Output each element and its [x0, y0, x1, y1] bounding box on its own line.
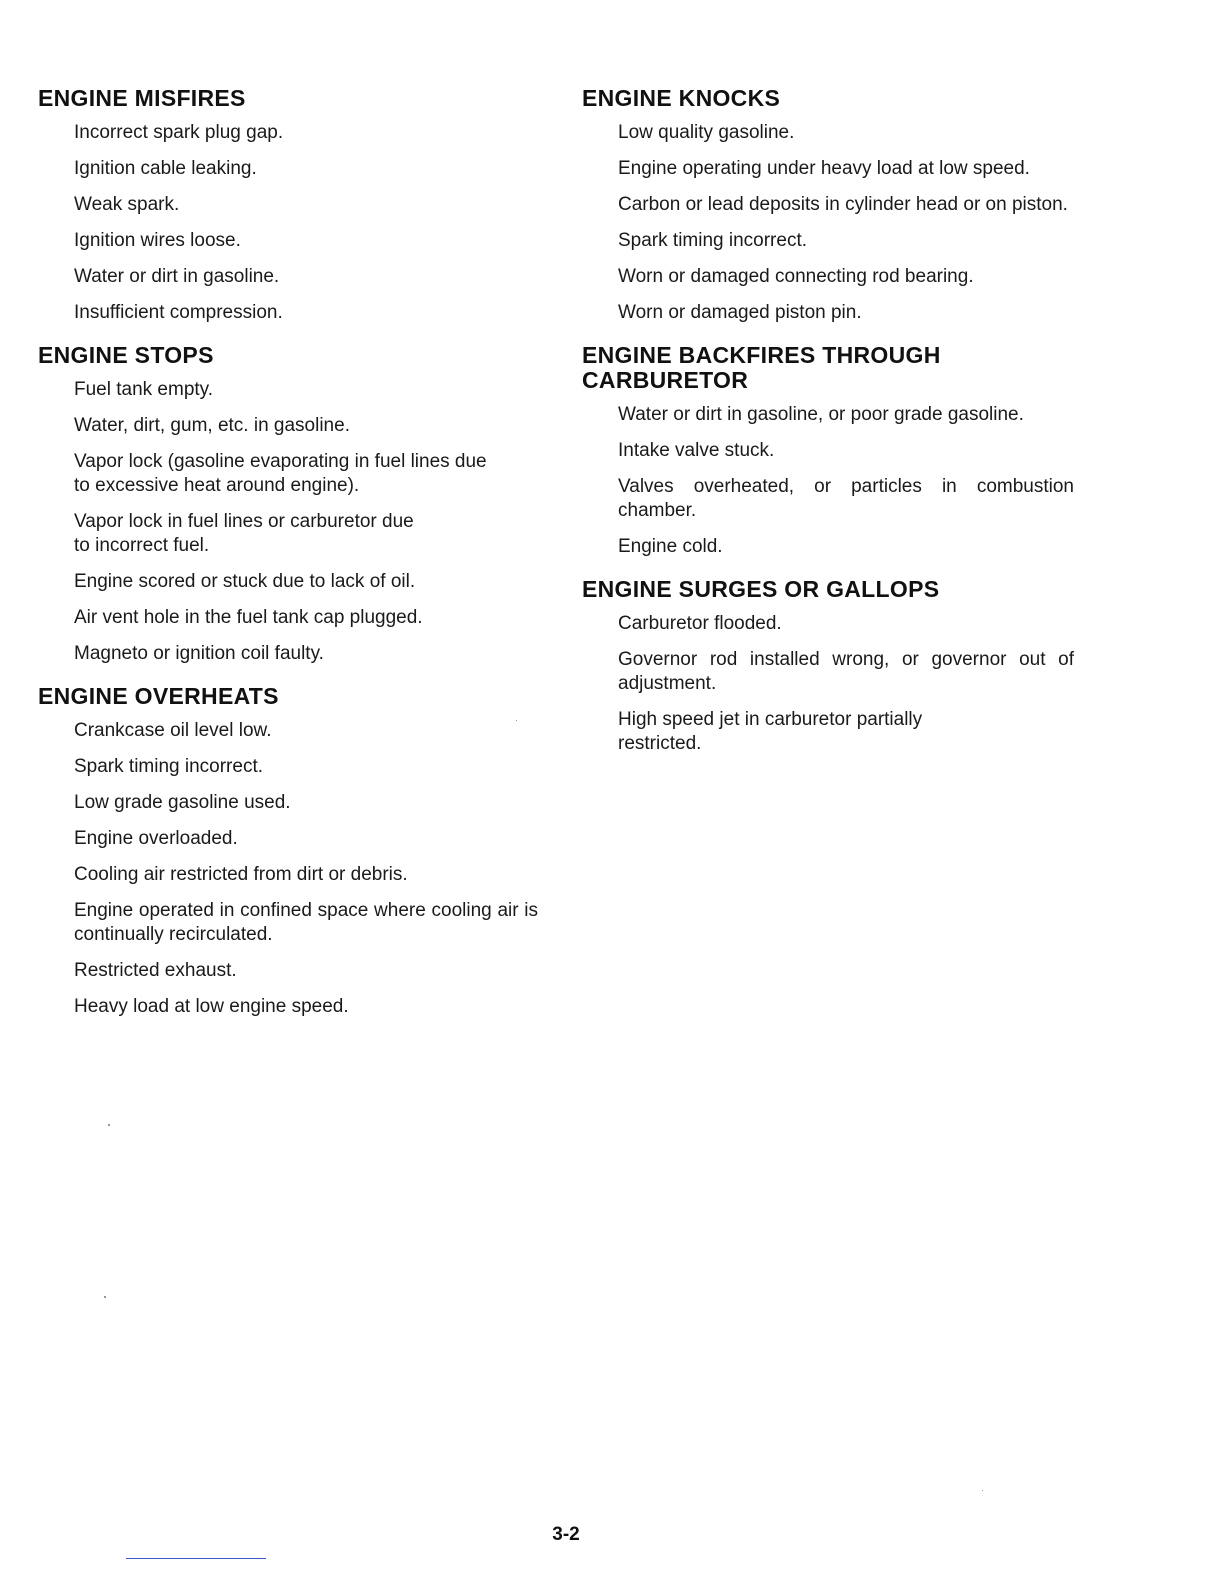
- section-engine-misfires: [38, 86, 538, 325]
- right-column: [582, 86, 1074, 774]
- cause-list: [582, 403, 1074, 559]
- section-heading: ENGINE KNOCKS: [582, 85, 781, 111]
- cause-item: Governor rod installed wrong, or governor out of adjustment.: [618, 649, 1074, 694]
- cause-item: Engine operated in confined space where cooling air is continually recirculated.: [74, 900, 538, 945]
- section-engine-knocks: [582, 86, 1074, 325]
- cause-item: Low grade gasoline used.: [74, 792, 291, 813]
- scan-speck: [516, 720, 517, 721]
- cause-item: Engine overloaded.: [74, 828, 238, 849]
- section-engine-surges: [582, 577, 1074, 756]
- cause-item: Magneto or ignition coil faulty.: [74, 643, 324, 664]
- cause-item: Ignition wires loose.: [74, 230, 241, 251]
- cause-item: Low quality gasoline.: [618, 122, 795, 143]
- section-heading: ENGINE MISFIRES: [38, 85, 246, 111]
- cause-item: Worn or damaged connecting rod bearing.: [618, 266, 974, 287]
- section-engine-overheats: [38, 684, 538, 1019]
- cause-item: Carburetor flooded.: [618, 613, 782, 634]
- cause-item: High speed jet in carburetor partially restricted.: [618, 709, 923, 754]
- cause-item: Water, dirt, gum, etc. in gasoline.: [74, 415, 350, 436]
- scan-speck: [982, 1490, 983, 1491]
- footer-rule: [126, 1558, 266, 1559]
- section-engine-stops: [38, 343, 538, 666]
- cause-item: Engine operating under heavy load at low speed.: [618, 158, 1030, 179]
- cause-item: Ignition cable leaking.: [74, 158, 257, 179]
- scan-speck: [104, 1296, 106, 1298]
- cause-item: Crankcase oil level low.: [74, 720, 272, 741]
- cause-item: Engine scored or stuck due to lack of oil.: [74, 571, 416, 592]
- cause-item: Water or dirt in gasoline, or poor grade gasoline.: [618, 404, 1024, 425]
- cause-item: Spark timing incorrect.: [618, 230, 808, 251]
- cause-item: Fuel tank empty.: [74, 379, 214, 400]
- cause-item: Heavy load at low engine speed.: [74, 996, 349, 1017]
- cause-item: Spark timing incorrect.: [74, 756, 264, 777]
- cause-item: Vapor lock (gasoline evaporating in fuel lines due to excessive heat around engine).: [74, 451, 487, 496]
- section-heading: ENGINE STOPS: [38, 342, 214, 368]
- cause-item: Water or dirt in gasoline.: [74, 266, 280, 287]
- cause-list: [38, 121, 538, 325]
- cause-item: Engine cold.: [618, 536, 723, 557]
- cause-list: [38, 719, 538, 1019]
- cause-item: Incorrect spark plug gap.: [74, 122, 284, 143]
- cause-item: Vapor lock in fuel lines or carburetor due to incorrect fuel.: [74, 511, 414, 556]
- section-heading: ENGINE BACKFIRES THROUGH CARBURETOR: [582, 342, 941, 393]
- cause-item: Air vent hole in the fuel tank cap plugged.: [74, 607, 423, 628]
- cause-list: [38, 378, 538, 666]
- section-heading: ENGINE OVERHEATS: [38, 683, 279, 709]
- cause-item: Insufficient compression.: [74, 302, 283, 323]
- cause-item: Restricted exhaust.: [74, 960, 237, 981]
- cause-item: Carbon or lead deposits in cylinder head or on piston.: [618, 194, 1068, 215]
- scan-speck: [108, 1124, 110, 1126]
- cause-item: Cooling air restricted from dirt or debris.: [74, 864, 408, 885]
- left-column: [38, 86, 538, 1037]
- cause-list: [582, 121, 1074, 325]
- section-engine-backfires: [582, 343, 1074, 559]
- cause-item: Valves overheated, or particles in combustion chamber.: [618, 476, 1074, 521]
- cause-item: Weak spark.: [74, 194, 180, 215]
- page-number: 3-2: [552, 1524, 580, 1545]
- cause-list: [582, 612, 1074, 756]
- cause-item: Worn or damaged piston pin.: [618, 302, 862, 323]
- section-heading: ENGINE SURGES OR GALLOPS: [582, 576, 940, 602]
- cause-item: Intake valve stuck.: [618, 440, 775, 461]
